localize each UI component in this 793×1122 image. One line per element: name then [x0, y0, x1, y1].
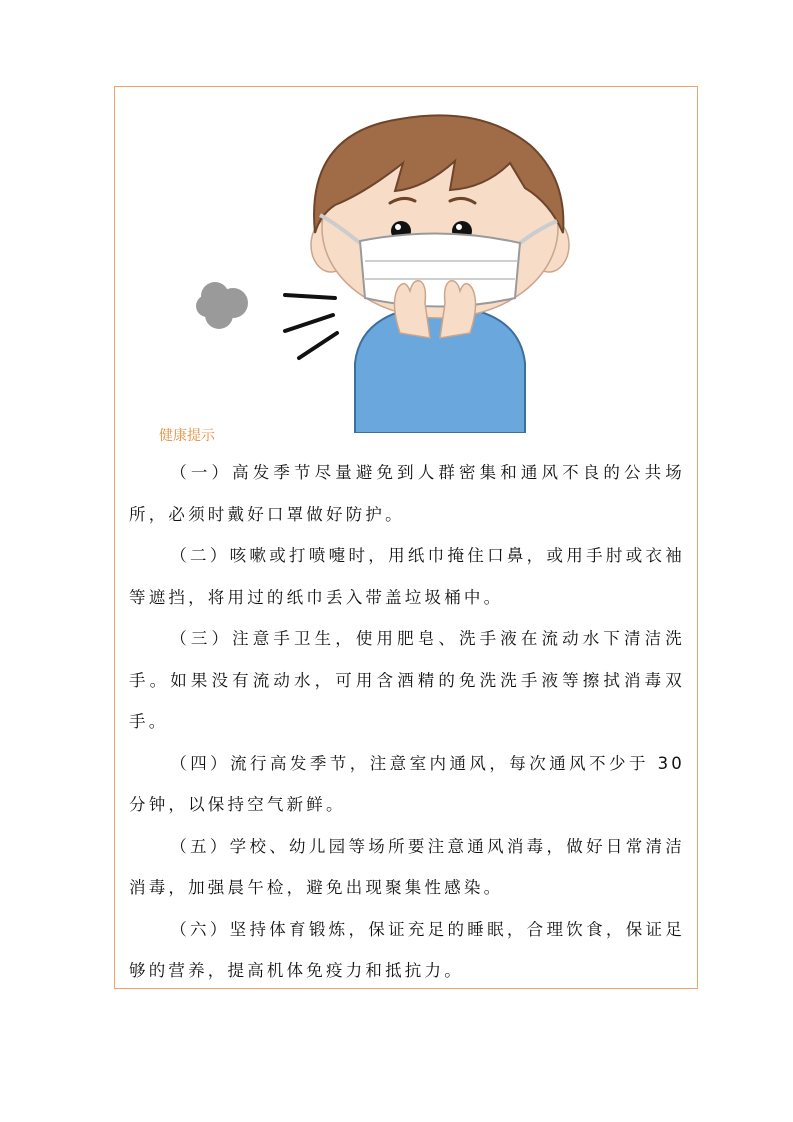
face-mask: [360, 233, 520, 306]
sneeze-cloud: [196, 282, 248, 329]
tips-body: [129, 452, 685, 992]
tip-paragraph-2: （二）咳嗽或打喷嚏时，用纸巾掩住口鼻，或用手肘或衣袖等遮挡，将用过的纸巾丢入带盖垃圾桶中。: [129, 546, 685, 607]
tip-paragraph-3: （三）注意手卫生，使用肥皂、洗手液在流动水下清洁洗手。如果没有流动水，可用含酒精的免洗洗手液等擦拭消毒双手。: [129, 629, 685, 731]
right-hand: [440, 281, 476, 338]
tip-paragraph-6: （六）坚持体育锻炼，保证充足的睡眠，合理饮食，保证足够的营养，提高机体免疫力和抵抗力。: [129, 919, 685, 980]
shirt: [355, 308, 525, 433]
left-hand: [394, 281, 430, 338]
health-tips-frame: [114, 86, 698, 989]
tip-paragraph-4: （四）流行高发季节，注意室内通风，每次通风不少于 30 分钟，以保持空气新鲜。: [129, 753, 685, 814]
sneezing-child-illustration: [195, 93, 695, 433]
tip-paragraph-1: （一）高发季节尽量避免到人群密集和通风不良的公共场所，必须时戴好口罩做好防护。: [129, 463, 685, 524]
tip-paragraph-5: （五）学校、幼儿园等场所要注意通风消毒，做好日常清洁消毒，加强晨午检，避免出现聚集性感染。: [129, 836, 685, 897]
health-tips-heading: 健康提示: [159, 428, 215, 444]
